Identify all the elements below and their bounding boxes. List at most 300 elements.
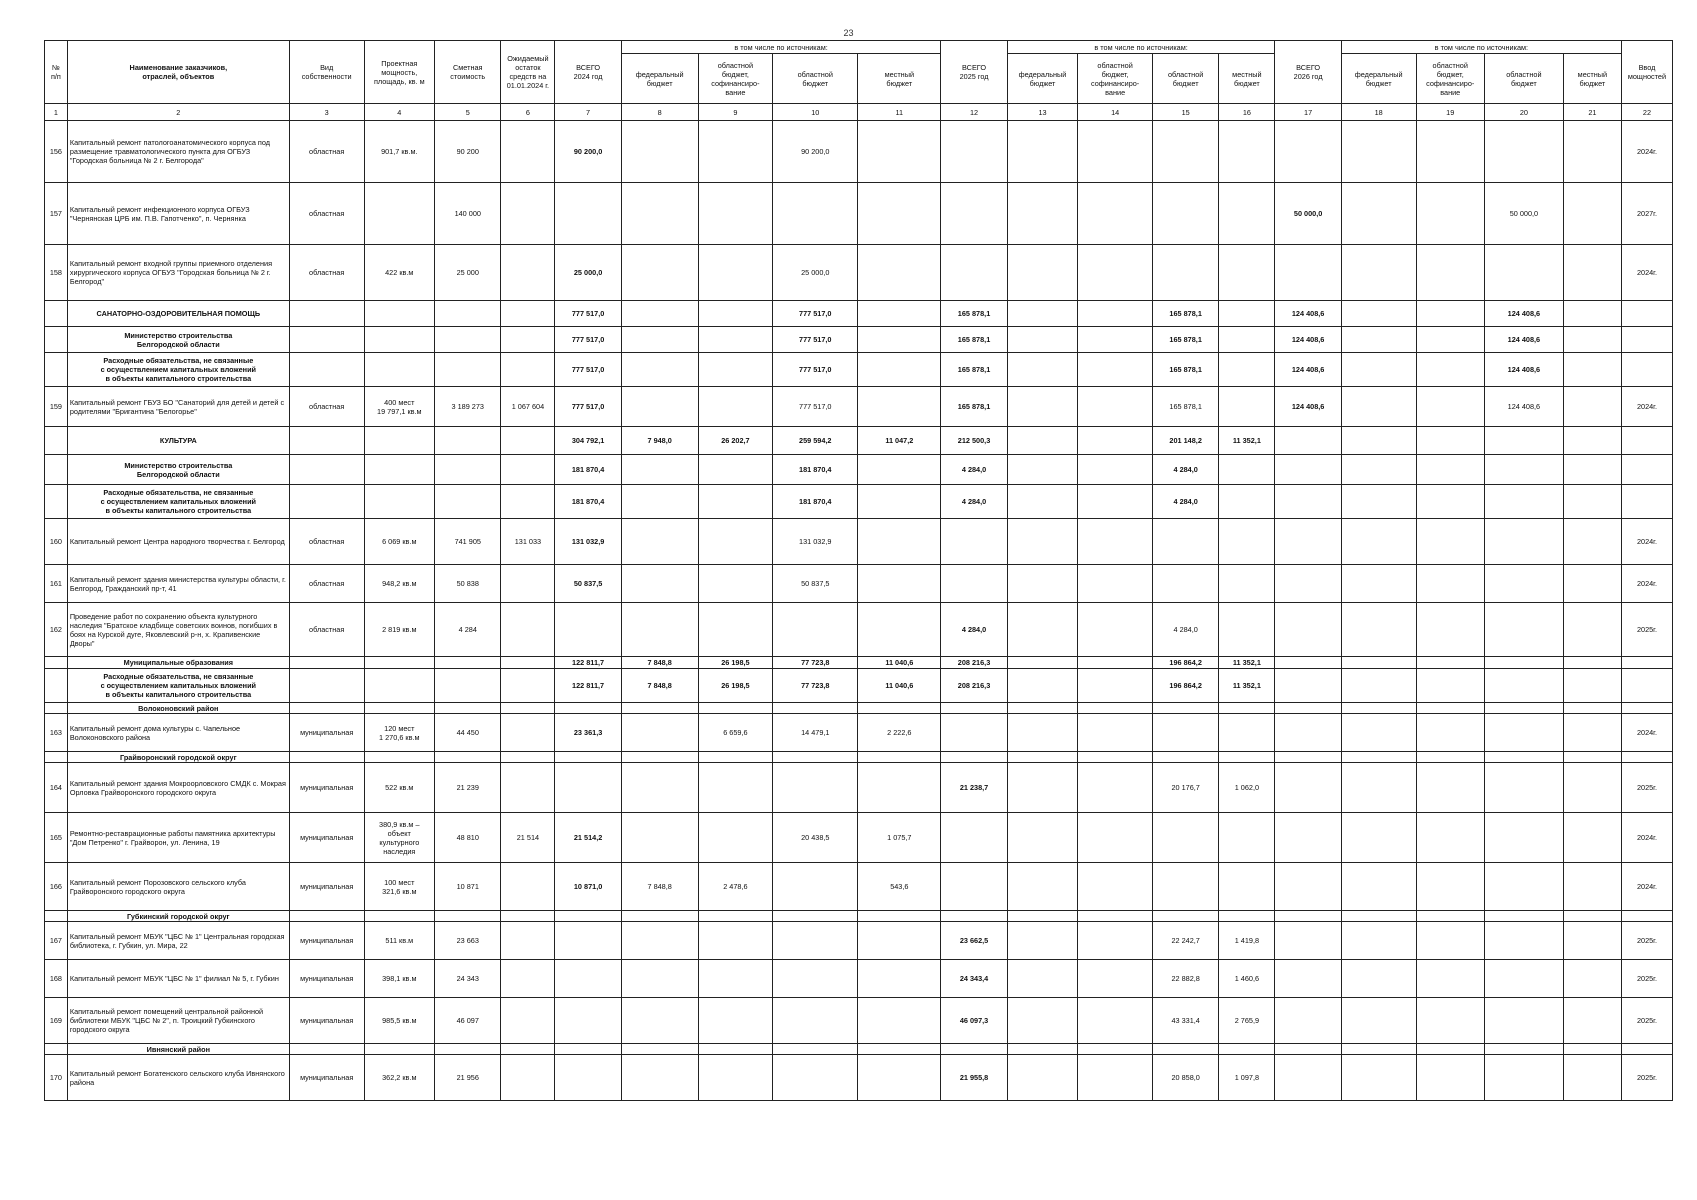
amount-cell	[1416, 1055, 1484, 1101]
amount-cell	[501, 1055, 555, 1101]
ownership-type	[289, 669, 364, 703]
amount-cell: 777 517,0	[773, 353, 858, 387]
amount-cell	[1219, 387, 1275, 427]
amount-cell	[1078, 455, 1153, 485]
amount-cell	[555, 183, 621, 245]
amount-cell	[621, 752, 698, 763]
object-name: Министерство строительства Белгородской области	[67, 327, 289, 353]
amount-cell	[1563, 519, 1621, 565]
amount-cell	[1563, 121, 1621, 183]
commissioning-year	[1621, 353, 1672, 387]
amount-cell	[435, 669, 501, 703]
amount-cell	[858, 960, 941, 998]
amount-cell	[1007, 485, 1078, 519]
amount-cell	[1152, 703, 1218, 714]
amount-cell: 124 408,6	[1484, 353, 1563, 387]
amount-cell: 4 284	[435, 603, 501, 657]
section-row	[45, 703, 1673, 714]
ownership-type: областная	[289, 519, 364, 565]
amount-cell: 124 408,6	[1275, 301, 1341, 327]
amount-cell	[1275, 863, 1341, 911]
amount-cell	[1341, 565, 1416, 603]
amount-cell	[621, 485, 698, 519]
row-number: 159	[45, 387, 68, 427]
header-estimate: Сметная стоимость	[435, 41, 501, 104]
ownership-type	[289, 353, 364, 387]
amount-cell	[1484, 603, 1563, 657]
amount-cell: 165 878,1	[1152, 301, 1218, 327]
object-name: Капитальный ремонт МБУК "ЦБС № 1" Центральная городская библиотека, г. Губкин, ул. Мира, 22	[67, 922, 289, 960]
amount-cell	[1078, 387, 1153, 427]
row-number: 165	[45, 813, 68, 863]
section-row	[45, 752, 1673, 763]
amount-cell	[1078, 519, 1153, 565]
amount-cell	[555, 703, 621, 714]
amount-cell: 131 032,9	[555, 519, 621, 565]
amount-cell	[1416, 813, 1484, 863]
amount-cell	[1152, 519, 1218, 565]
amount-cell: 22 242,7	[1152, 922, 1218, 960]
amount-cell	[858, 485, 941, 519]
amount-cell	[1007, 714, 1078, 752]
amount-cell	[1563, 669, 1621, 703]
amount-cell	[1152, 863, 1218, 911]
table-row	[45, 245, 1673, 301]
amount-cell	[698, 121, 773, 183]
amount-cell	[1563, 245, 1621, 301]
row-number: 157	[45, 183, 68, 245]
header-capacity: Проектная мощность, площадь, кв. м	[364, 41, 435, 104]
amount-cell	[858, 603, 941, 657]
amount-cell	[1563, 183, 1621, 245]
amount-cell: 122 811,7	[555, 669, 621, 703]
amount-cell: 304 792,1	[555, 427, 621, 455]
amount-cell	[621, 960, 698, 998]
commissioning-year	[1621, 301, 1672, 327]
header-federal-2024: федеральный бюджет	[621, 54, 698, 104]
amount-cell	[773, 1055, 858, 1101]
row-number	[45, 455, 68, 485]
header-local-2025: местный бюджет	[1219, 54, 1275, 104]
section-row	[45, 669, 1673, 703]
amount-cell	[1416, 327, 1484, 353]
commissioning-year: 2024г.	[1621, 714, 1672, 752]
amount-cell	[1078, 763, 1153, 813]
ownership-type: муниципальная	[289, 998, 364, 1044]
amount-cell	[698, 998, 773, 1044]
amount-cell	[1341, 121, 1416, 183]
row-number: 158	[45, 245, 68, 301]
table-row	[45, 121, 1673, 183]
commissioning-year: 2025г.	[1621, 1055, 1672, 1101]
amount-cell: 25 000	[435, 245, 501, 301]
amount-cell	[1484, 245, 1563, 301]
table-row	[45, 1055, 1673, 1101]
column-number: 18	[1341, 104, 1416, 121]
section-row	[45, 327, 1673, 353]
amount-cell	[1563, 427, 1621, 455]
amount-cell	[773, 603, 858, 657]
amount-cell	[1416, 353, 1484, 387]
amount-cell	[698, 245, 773, 301]
amount-cell	[1416, 960, 1484, 998]
amount-cell	[621, 603, 698, 657]
amount-cell	[1416, 387, 1484, 427]
object-name: Капитальный ремонт Богатенского сельского клуба Ивнянского района	[67, 1055, 289, 1101]
amount-cell	[1563, 1055, 1621, 1101]
amount-cell: 26 202,7	[698, 427, 773, 455]
capacity: 901,7 кв.м.	[364, 121, 435, 183]
amount-cell	[1078, 922, 1153, 960]
amount-cell	[1275, 998, 1341, 1044]
capacity: 948,2 кв.м	[364, 565, 435, 603]
amount-cell	[1484, 922, 1563, 960]
amount-cell	[501, 301, 555, 327]
amount-cell: 131 033	[501, 519, 555, 565]
header-total-2024: ВСЕГО 2024 год	[555, 41, 621, 104]
amount-cell	[1275, 960, 1341, 998]
row-number	[45, 353, 68, 387]
ownership-type: областная	[289, 603, 364, 657]
amount-cell	[1007, 387, 1078, 427]
amount-cell	[1484, 427, 1563, 455]
amount-cell	[1007, 301, 1078, 327]
ownership-type: муниципальная	[289, 763, 364, 813]
column-number: 11	[858, 104, 941, 121]
amount-cell	[1416, 565, 1484, 603]
amount-cell	[1341, 245, 1416, 301]
amount-cell	[698, 387, 773, 427]
ownership-type: муниципальная	[289, 960, 364, 998]
table-row	[45, 998, 1673, 1044]
amount-cell: 124 408,6	[1275, 353, 1341, 387]
row-number: 161	[45, 565, 68, 603]
amount-cell	[501, 455, 555, 485]
amount-cell: 23 663	[435, 922, 501, 960]
amount-cell: 165 878,1	[941, 301, 1007, 327]
ownership-type	[289, 752, 364, 763]
amount-cell	[621, 519, 698, 565]
amount-cell	[698, 603, 773, 657]
header-regional-cofin-2026: областной бюджет, софинансиро- вание	[1416, 54, 1484, 104]
object-name: Капитальный ремонт патологоанатомического корпуса под размещение травматологического пункта для ОГБУЗ "Городская больница № 2 г. Белгорода"	[67, 121, 289, 183]
commissioning-year: 2024г.	[1621, 121, 1672, 183]
amount-cell: 50 837,5	[773, 565, 858, 603]
amount-cell: 165 878,1	[1152, 327, 1218, 353]
amount-cell	[1152, 245, 1218, 301]
amount-cell: 48 810	[435, 813, 501, 863]
header-sources-2026: в том числе по источникам:	[1341, 41, 1621, 54]
amount-cell	[555, 1044, 621, 1055]
table-row	[45, 387, 1673, 427]
amount-cell	[1078, 1044, 1153, 1055]
amount-cell	[1275, 763, 1341, 813]
amount-cell	[1563, 353, 1621, 387]
amount-cell	[1484, 121, 1563, 183]
column-number: 19	[1416, 104, 1484, 121]
amount-cell	[501, 752, 555, 763]
amount-cell	[698, 565, 773, 603]
amount-cell	[1563, 565, 1621, 603]
amount-cell	[621, 327, 698, 353]
amount-cell	[1007, 703, 1078, 714]
amount-cell: 14 479,1	[773, 714, 858, 752]
amount-cell: 4 284,0	[941, 603, 1007, 657]
amount-cell	[435, 353, 501, 387]
amount-cell	[1219, 327, 1275, 353]
amount-cell: 7 848,8	[621, 863, 698, 911]
amount-cell	[501, 427, 555, 455]
amount-cell	[1484, 960, 1563, 998]
amount-cell	[1416, 301, 1484, 327]
ownership-type: областная	[289, 183, 364, 245]
amount-cell	[698, 960, 773, 998]
amount-cell: 122 811,7	[555, 657, 621, 669]
amount-cell	[501, 863, 555, 911]
amount-cell: 1 062,0	[1219, 763, 1275, 813]
header-name: Наименование заказчиков, отраслей, объектов	[67, 41, 289, 104]
amount-cell	[1078, 327, 1153, 353]
object-name: Расходные обязательства, не связанные с осуществлением капитальных вложений в объекты капитального строительства	[67, 353, 289, 387]
amount-cell	[1007, 519, 1078, 565]
column-number: 15	[1152, 104, 1218, 121]
amount-cell: 21 239	[435, 763, 501, 813]
amount-cell	[1219, 183, 1275, 245]
capacity: 120 мест 1 270,6 кв.м	[364, 714, 435, 752]
amount-cell	[1007, 752, 1078, 763]
amount-cell: 4 284,0	[1152, 485, 1218, 519]
amount-cell	[1007, 911, 1078, 922]
amount-cell	[1275, 657, 1341, 669]
column-number: 14	[1078, 104, 1153, 121]
amount-cell	[773, 763, 858, 813]
commissioning-year: 2024г.	[1621, 245, 1672, 301]
row-number	[45, 657, 68, 669]
amount-cell	[698, 301, 773, 327]
row-number: 162	[45, 603, 68, 657]
amount-cell: 7 848,8	[621, 669, 698, 703]
amount-cell	[1078, 703, 1153, 714]
amount-cell: 165 878,1	[941, 353, 1007, 387]
column-number: 22	[1621, 104, 1672, 121]
object-name: Капитальный ремонт дома культуры с. Чапельное Волоконовского района	[67, 714, 289, 752]
amount-cell	[1563, 752, 1621, 763]
amount-cell	[1219, 353, 1275, 387]
header-federal-2026: федеральный бюджет	[1341, 54, 1416, 104]
amount-cell: 124 408,6	[1484, 387, 1563, 427]
amount-cell: 90 200,0	[773, 121, 858, 183]
commissioning-year: 2025г.	[1621, 763, 1672, 813]
capacity: 400 мест 19 797,1 кв.м	[364, 387, 435, 427]
amount-cell	[1078, 960, 1153, 998]
amount-cell	[1007, 960, 1078, 998]
capacity	[364, 327, 435, 353]
ownership-type: муниципальная	[289, 714, 364, 752]
amount-cell: 124 408,6	[1484, 301, 1563, 327]
amount-cell	[1416, 245, 1484, 301]
capacity	[364, 669, 435, 703]
row-number: 164	[45, 763, 68, 813]
amount-cell	[1341, 703, 1416, 714]
table-row	[45, 813, 1673, 863]
commissioning-year	[1621, 485, 1672, 519]
amount-cell: 1 460,6	[1219, 960, 1275, 998]
amount-cell	[858, 922, 941, 960]
table-row	[45, 519, 1673, 565]
amount-cell: 11 040,6	[858, 657, 941, 669]
header-ownership: Вид собственности	[289, 41, 364, 104]
amount-cell	[941, 121, 1007, 183]
amount-cell: 196 864,2	[1152, 669, 1218, 703]
amount-cell	[1275, 1055, 1341, 1101]
amount-cell: 11 352,1	[1219, 657, 1275, 669]
header-regional-2026: областной бюджет	[1484, 54, 1563, 104]
ownership-type: областная	[289, 565, 364, 603]
amount-cell	[1275, 752, 1341, 763]
amount-cell	[858, 183, 941, 245]
amount-cell	[501, 1044, 555, 1055]
commissioning-year: 2024г.	[1621, 813, 1672, 863]
header-sources-2025: в том числе по источникам:	[1007, 41, 1275, 54]
amount-cell	[773, 998, 858, 1044]
amount-cell	[1563, 455, 1621, 485]
amount-cell	[1563, 603, 1621, 657]
amount-cell: 1 419,8	[1219, 922, 1275, 960]
amount-cell	[1563, 922, 1621, 960]
amount-cell	[1484, 1044, 1563, 1055]
section-row	[45, 657, 1673, 669]
amount-cell: 44 450	[435, 714, 501, 752]
header-regional-2025: областной бюджет	[1152, 54, 1218, 104]
amount-cell	[1275, 427, 1341, 455]
header-num: № п/п	[45, 41, 68, 104]
amount-cell	[1219, 485, 1275, 519]
amount-cell	[1275, 714, 1341, 752]
amount-cell	[621, 911, 698, 922]
amount-cell	[1341, 427, 1416, 455]
commissioning-year	[1621, 455, 1672, 485]
amount-cell	[1078, 301, 1153, 327]
amount-cell	[501, 669, 555, 703]
amount-cell	[1484, 752, 1563, 763]
column-number: 13	[1007, 104, 1078, 121]
object-name: Капитальный ремонт МБУК "ЦБС № 1" филиал № 5, г. Губкин	[67, 960, 289, 998]
amount-cell	[1078, 669, 1153, 703]
amount-cell	[698, 327, 773, 353]
amount-cell	[1416, 911, 1484, 922]
ownership-type: муниципальная	[289, 863, 364, 911]
amount-cell	[501, 353, 555, 387]
column-number: 9	[698, 104, 773, 121]
ownership-type	[289, 911, 364, 922]
amount-cell	[1341, 485, 1416, 519]
amount-cell: 208 216,3	[941, 669, 1007, 703]
amount-cell	[1219, 863, 1275, 911]
amount-cell	[1219, 301, 1275, 327]
amount-cell: 124 408,6	[1275, 387, 1341, 427]
amount-cell	[1416, 657, 1484, 669]
amount-cell	[941, 863, 1007, 911]
amount-cell	[501, 960, 555, 998]
amount-cell	[858, 327, 941, 353]
amount-cell	[698, 703, 773, 714]
amount-cell	[1484, 714, 1563, 752]
amount-cell	[1341, 657, 1416, 669]
amount-cell	[1416, 922, 1484, 960]
object-name: Министерство строительства Белгородской области	[67, 455, 289, 485]
amount-cell	[555, 922, 621, 960]
amount-cell: 1 075,7	[858, 813, 941, 863]
amount-cell: 77 723,8	[773, 657, 858, 669]
amount-cell	[501, 565, 555, 603]
amount-cell: 1 067 604	[501, 387, 555, 427]
amount-cell	[1152, 565, 1218, 603]
amount-cell: 165 878,1	[1152, 353, 1218, 387]
amount-cell	[1563, 763, 1621, 813]
amount-cell	[1563, 813, 1621, 863]
amount-cell	[1341, 1044, 1416, 1055]
column-number: 17	[1275, 104, 1341, 121]
amount-cell	[1152, 813, 1218, 863]
amount-cell: 50 838	[435, 565, 501, 603]
amount-cell: 11 040,6	[858, 669, 941, 703]
amount-cell	[941, 1044, 1007, 1055]
amount-cell	[1416, 863, 1484, 911]
table-row	[45, 922, 1673, 960]
amount-cell: 11 352,1	[1219, 427, 1275, 455]
amount-cell	[1484, 657, 1563, 669]
amount-cell	[941, 183, 1007, 245]
amount-cell	[698, 1055, 773, 1101]
amount-cell: 24 343	[435, 960, 501, 998]
commissioning-year: 2025г.	[1621, 603, 1672, 657]
amount-cell: 26 198,5	[698, 657, 773, 669]
amount-cell	[773, 183, 858, 245]
amount-cell	[555, 1055, 621, 1101]
amount-cell: 46 097,3	[941, 998, 1007, 1044]
amount-cell	[1484, 813, 1563, 863]
amount-cell	[1416, 763, 1484, 813]
amount-cell	[1007, 657, 1078, 669]
object-name: САНАТОРНО-ОЗДОРОВИТЕЛЬНАЯ ПОМОЩЬ	[67, 301, 289, 327]
amount-cell	[501, 714, 555, 752]
amount-cell	[1563, 1044, 1621, 1055]
amount-cell: 777 517,0	[555, 353, 621, 387]
amount-cell	[1484, 455, 1563, 485]
amount-cell	[435, 752, 501, 763]
amount-cell	[555, 998, 621, 1044]
amount-cell	[1416, 603, 1484, 657]
amount-cell: 181 870,4	[555, 485, 621, 519]
amount-cell	[941, 752, 1007, 763]
header-local-2024: местный бюджет	[858, 54, 941, 104]
amount-cell	[435, 455, 501, 485]
header-commissioning: Ввод мощностей	[1621, 41, 1672, 104]
amount-cell: 26 198,5	[698, 669, 773, 703]
ownership-type: муниципальная	[289, 1055, 364, 1101]
amount-cell	[1275, 565, 1341, 603]
capacity	[364, 301, 435, 327]
section-row	[45, 1044, 1673, 1055]
amount-cell: 1 097,8	[1219, 1055, 1275, 1101]
amount-cell	[941, 714, 1007, 752]
amount-cell: 124 408,6	[1484, 327, 1563, 353]
row-number	[45, 911, 68, 922]
amount-cell: 131 032,9	[773, 519, 858, 565]
page-number: 23	[843, 28, 854, 38]
amount-cell	[1152, 714, 1218, 752]
amount-cell	[1219, 752, 1275, 763]
